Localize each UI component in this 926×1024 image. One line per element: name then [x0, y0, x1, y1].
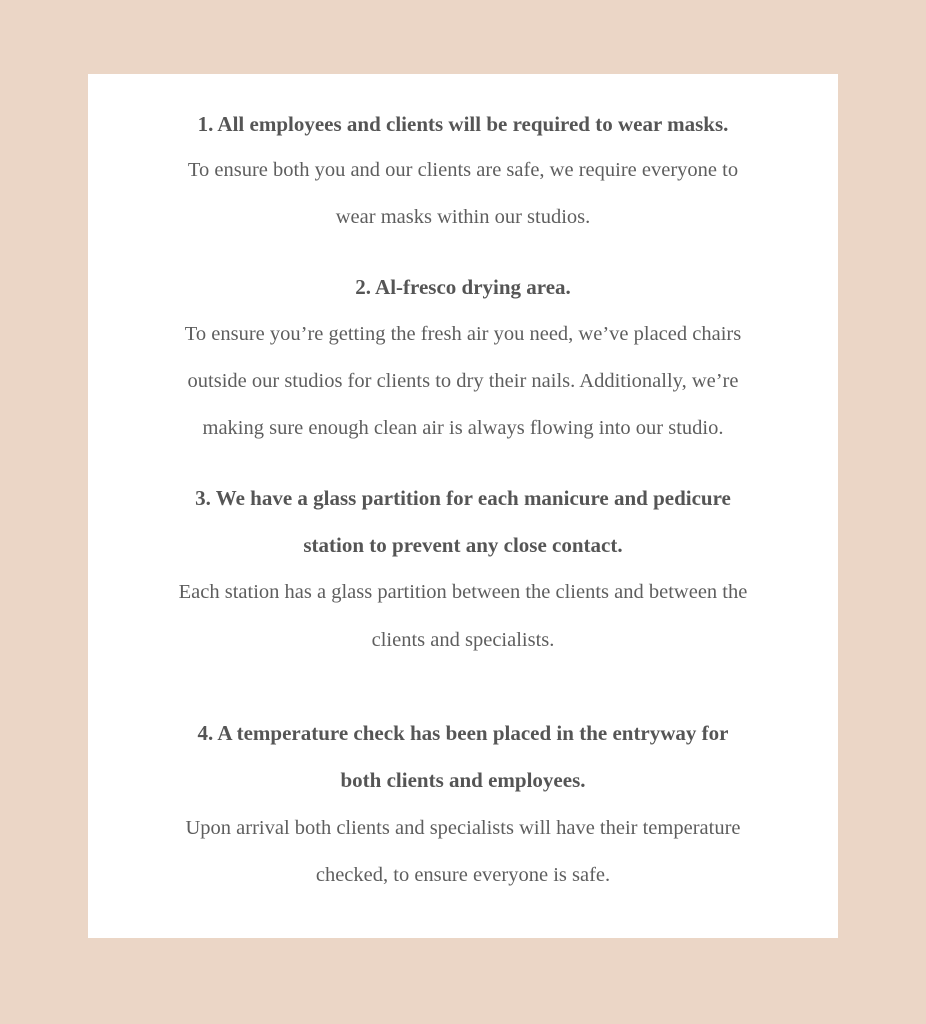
section-4-body-line-1: Upon arrival both clients and specialists will have their temperature	[185, 817, 741, 839]
section-1-body-line-1: To ensure both you and our clients are safe, we require everyone to	[187, 159, 739, 181]
content-card	[88, 74, 838, 938]
section-2-heading: 2. Al-fresco drying area.	[355, 275, 571, 299]
section-1-body-line-2: wear masks within our studios.	[335, 206, 591, 228]
section-2-body-line-1: To ensure you’re getting the fresh air you need, we’ve placed chairs	[184, 323, 742, 345]
section-1-heading: 1. All employees and clients will be required to wear masks.	[197, 112, 729, 136]
section-3-heading-line-2: station to prevent any close contact.	[303, 533, 623, 557]
section-4-heading-line-2: both clients and employees.	[340, 768, 586, 792]
section-3-body-line-2: clients and specialists.	[371, 629, 555, 651]
section-2-body-line-3: making sure enough clean air is always flowing into our studio.	[202, 417, 724, 439]
section-3-heading-line-1: 3. We have a glass partition for each manicure and pedicure	[195, 486, 731, 510]
section-4-heading-line-1: 4. A temperature check has been placed in the entryway for	[197, 721, 729, 745]
section-4-body-line-2: checked, to ensure everyone is safe.	[315, 864, 611, 886]
section-3-body-line-1: Each station has a glass partition between the clients and between the	[178, 581, 748, 603]
section-2-body-line-2: outside our studios for clients to dry their nails. Additionally, we’re	[187, 370, 739, 392]
